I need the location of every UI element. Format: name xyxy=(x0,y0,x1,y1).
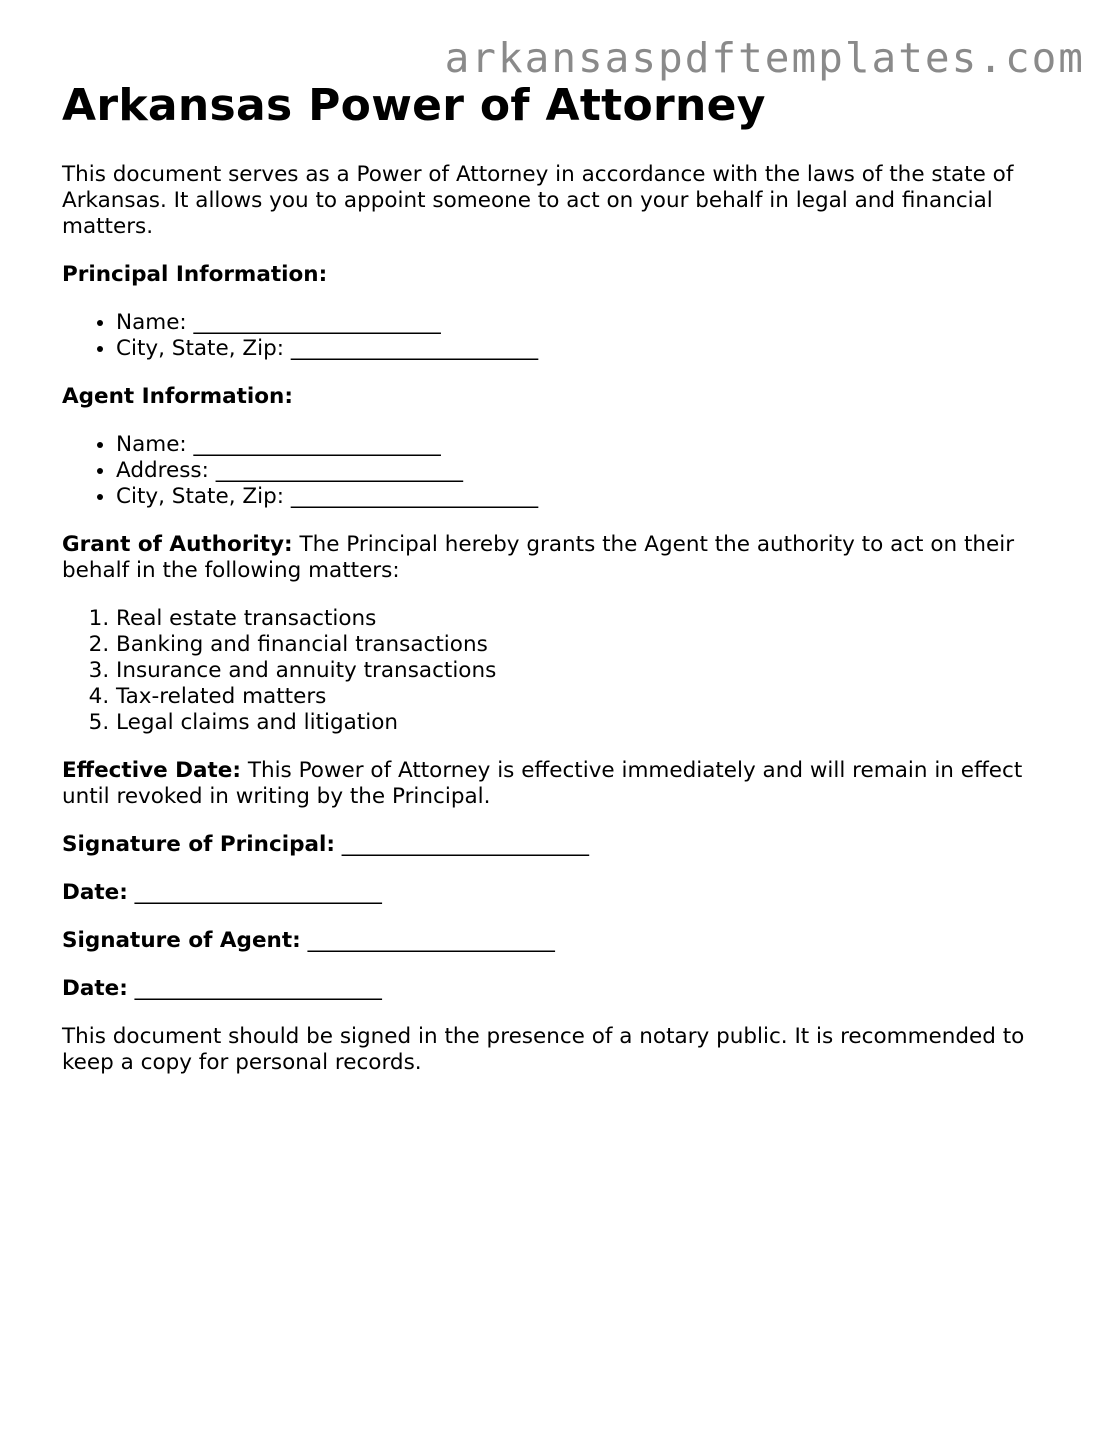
blank-line: _______________________ xyxy=(290,336,539,361)
list-item: 1. Real estate transactions xyxy=(116,606,1062,632)
intro-paragraph: This document serves as a Power of Attorney in accordance with the laws of the state of Arkansas. It allows you to appoint someone to act on your behalf in legal and financial matters. xyxy=(62,162,1014,239)
principal-city-state-zip-field[interactable] xyxy=(116,336,1062,362)
field-label: City, State, Zip: xyxy=(116,484,284,509)
blank-line: _______________________ xyxy=(290,484,539,509)
list-item: 5. Legal claims and litigation xyxy=(116,710,1062,736)
principal-heading-label: Principal Information: xyxy=(62,262,328,287)
date-label: Date: xyxy=(62,880,128,905)
blank-line: _______________________ xyxy=(134,976,382,1001)
blank-line: _______________________ xyxy=(307,928,555,953)
effective-paragraph xyxy=(62,758,1062,810)
agent-heading xyxy=(62,384,1062,410)
principal-signature-label: Signature of Principal: xyxy=(62,832,335,857)
list-item: 4. Tax-related matters xyxy=(116,684,1062,710)
agent-name-field[interactable] xyxy=(116,432,1062,458)
principal-heading xyxy=(62,262,1062,288)
agent-signature-line[interactable] xyxy=(62,928,1062,954)
effective-text: This Power of Attorney is effective immediately and will remain in effect until revoked in writing by the Principal. xyxy=(62,758,1023,809)
agent-heading-label: Agent Information: xyxy=(62,384,293,409)
document-page xyxy=(62,80,1062,1098)
blank-line: _______________________ xyxy=(193,310,441,335)
closing-paragraph: This document should be signed in the presence of a notary public. It is recommended to keep a copy for personal records. xyxy=(62,1024,1025,1075)
list-item: 2. Banking and financial transactions xyxy=(116,632,1062,658)
grant-matters-list xyxy=(62,606,1062,736)
agent-signature-label: Signature of Agent: xyxy=(62,928,301,953)
grant-paragraph xyxy=(62,532,1062,584)
principal-name-field[interactable] xyxy=(116,310,1062,336)
list-item: 3. Insurance and annuity transactions xyxy=(116,658,1062,684)
agent-city-state-zip-field[interactable] xyxy=(116,484,1062,510)
principal-signature-line[interactable] xyxy=(62,832,1062,858)
agent-fields xyxy=(62,432,1062,510)
agent-date-line[interactable] xyxy=(62,976,1062,1002)
field-label: City, State, Zip: xyxy=(116,336,284,361)
date-label: Date: xyxy=(62,976,128,1001)
blank-line: _______________________ xyxy=(134,880,382,905)
document-title: Arkansas Power of Attorney xyxy=(62,80,766,131)
blank-line: _______________________ xyxy=(193,432,441,457)
watermark: arkansaspdftemplates.com xyxy=(444,34,1085,82)
blank-line: _______________________ xyxy=(341,832,590,857)
blank-line: _______________________ xyxy=(215,458,463,483)
effective-heading: Effective Date: xyxy=(62,758,241,783)
principal-date-line[interactable] xyxy=(62,880,1062,906)
principal-fields xyxy=(62,310,1062,362)
field-label: Name: xyxy=(116,432,187,457)
agent-address-field[interactable] xyxy=(116,458,1062,484)
field-label: Address: xyxy=(116,458,209,483)
field-label: Name: xyxy=(116,310,187,335)
grant-text: The Principal hereby grants the Agent the authority to act on their behalf in the following matters: xyxy=(62,532,1015,583)
grant-heading: Grant of Authority: xyxy=(62,532,293,557)
